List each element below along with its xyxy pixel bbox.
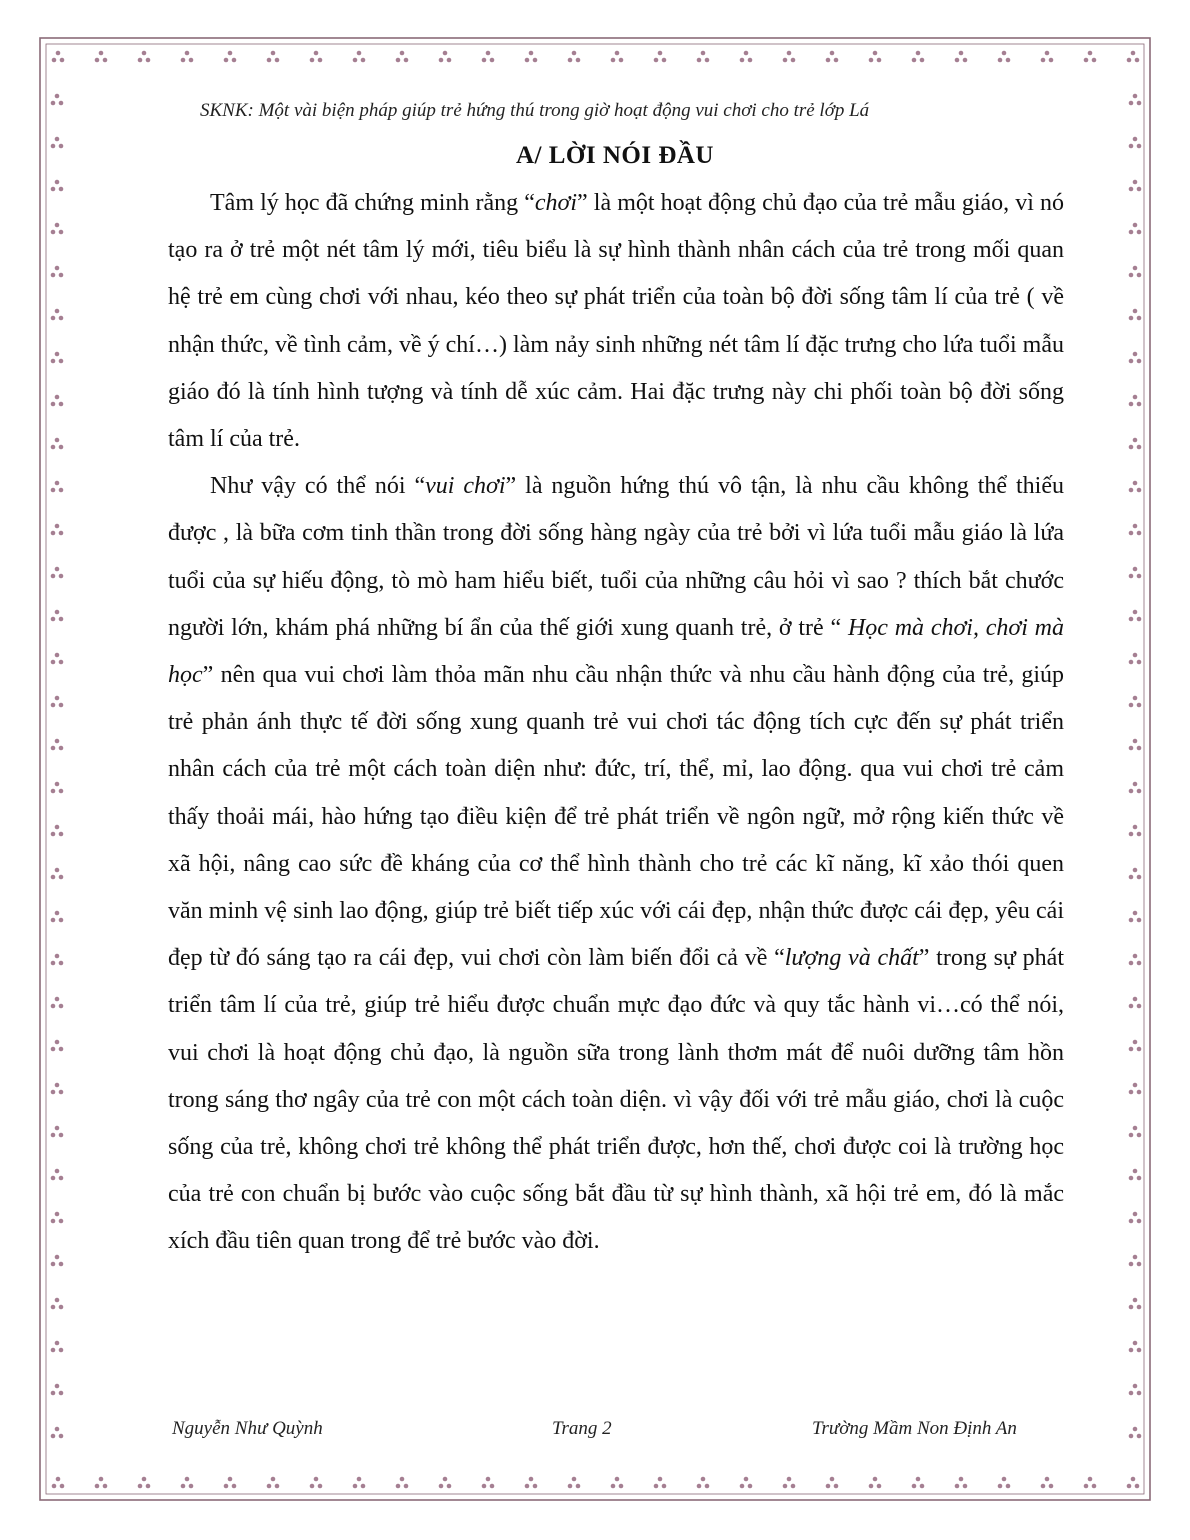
ornament-dot-cluster [95, 1477, 108, 1489]
ornament-dot-cluster [1129, 1126, 1142, 1138]
ornament-dot-cluster [1129, 954, 1142, 966]
ornament-dot-cluster [1129, 223, 1142, 235]
ornament-dot-cluster [654, 1477, 667, 1489]
ornament-dot-cluster [267, 1477, 280, 1489]
ornament-dot-cluster [955, 51, 968, 63]
ornament-dot-cluster [138, 1477, 151, 1489]
ornament-dot-cluster [51, 868, 64, 880]
ornament-dot-cluster [912, 51, 925, 63]
ornament-dot-cluster [1129, 653, 1142, 665]
paragraph-1: Tâm lý học đã chứng minh rằng “chơi” là một hoạt động chủ đạo của trẻ mẫu giáo, vì nó tạo ra ở trẻ một nét tâm lý mới, tiêu biểu là sự hình thành nhân cách của trẻ trong mối quan hệ trẻ em cùng chơi với nhau, kéo theo sự phát triển của toàn bộ đời sống tâm lí của trẻ ( về nhận thức, về tình cảm, về ý chí…) làm nảy sinh những nét tâm lí đặc trưng cho lứa tuổi mẫu giáo đó là tính hình tượng và tính dễ xúc cảm. Hai đặc trưng này chi phối toàn bộ đời sống tâm lí của trẻ. [168, 190, 1065, 453]
ornament-dot-cluster [51, 1212, 64, 1224]
ornament-dot-cluster [51, 223, 64, 235]
ornament-dot-cluster [51, 653, 64, 665]
running-header: SKNK: Một vài biện pháp giúp trẻ hứng thú trong giờ hoạt động vui chơi cho trẻ lớp Lá [200, 100, 870, 121]
ornament-dot-cluster [1129, 395, 1142, 407]
ornament-dot-cluster [998, 1477, 1011, 1489]
ornament-dot-cluster [1129, 481, 1142, 493]
ornament-dot-cluster [51, 1169, 64, 1181]
ornament-dot-cluster [396, 1477, 409, 1489]
footer-page-number: Trang 2 [552, 1418, 612, 1439]
footer-author: Nguyễn Như Quỳnh [172, 1418, 323, 1439]
ornament-dot-cluster [568, 1477, 581, 1489]
ornament-dot-cluster [1129, 1427, 1142, 1439]
ornament-dot-cluster [51, 309, 64, 321]
section-title: A/ LỜI NÓI ĐẦU [516, 142, 714, 169]
ornament-dot-cluster [998, 51, 1011, 63]
ornament-dot-cluster [51, 94, 64, 106]
ornament-dot-cluster [1129, 1169, 1142, 1181]
ornament-dot-cluster [697, 51, 710, 63]
ornament-dot-cluster [51, 1298, 64, 1310]
ornament-dot-cluster [51, 739, 64, 751]
ornament-dot-cluster [1129, 524, 1142, 536]
ornament-dot-cluster [1084, 51, 1097, 63]
ornament-dot-cluster [52, 1477, 65, 1489]
ornament-dot-cluster [396, 51, 409, 63]
ornament-dot-cluster [1129, 739, 1142, 751]
ornament-dot-cluster [51, 911, 64, 923]
ornament-dot-cluster [1129, 1255, 1142, 1267]
ornament-dot-cluster [51, 825, 64, 837]
ornament-dot-cluster [51, 696, 64, 708]
ornament-dot-cluster [353, 1477, 366, 1489]
ornament-dot-cluster [1129, 696, 1142, 708]
ornament-dot-cluster [740, 51, 753, 63]
ornament-dot-cluster [51, 1341, 64, 1353]
ornament-dot-cluster [95, 51, 108, 63]
ornament-dot-cluster [1129, 266, 1142, 278]
ornament-dot-cluster [1084, 1477, 1097, 1489]
ornament-dot-cluster [51, 610, 64, 622]
ornament-dot-cluster [51, 1126, 64, 1138]
ornament-dot-cluster [955, 1477, 968, 1489]
ornament-dot-cluster [869, 51, 882, 63]
ornament-dot-cluster [1129, 911, 1142, 923]
ornament-dot-cluster [611, 1477, 624, 1489]
ornament-dot-cluster [224, 1477, 237, 1489]
ornament-dot-cluster [697, 1477, 710, 1489]
ornament-dot-cluster [51, 1427, 64, 1439]
ornament-dot-cluster [138, 51, 151, 63]
ornament-dot-cluster [1129, 1083, 1142, 1095]
ornament-dot-cluster [267, 51, 280, 63]
ornament-dot-cluster [1041, 51, 1054, 63]
ornament-dot-cluster [869, 1477, 882, 1489]
ornament-dot-cluster [51, 524, 64, 536]
ornament-dot-cluster [1129, 309, 1142, 321]
ornament-dot-cluster [51, 438, 64, 450]
ornament-dot-cluster [1127, 1477, 1140, 1489]
ornament-dot-cluster [1129, 1384, 1142, 1396]
ornament-dot-cluster [525, 51, 538, 63]
ornament-dot-cluster [783, 51, 796, 63]
ornament-dot-cluster [1129, 1341, 1142, 1353]
document-body [168, 180, 1064, 1266]
ornament-dot-cluster [51, 1255, 64, 1267]
ornament-dot-cluster [482, 51, 495, 63]
ornament-dot-cluster [51, 1083, 64, 1095]
paragraph-2: Như vậy có thể nói “vui chơi” là nguồn hứng thú vô tận, là nhu cầu không thể thiếu được , là bữa cơm tinh thần trong đời sống hàng ngày của trẻ bởi vì lứa tuổi mẫu giáo là lứa tuổi của sự hiếu động, tò mò ham hiểu biết, tuổi của những câu hỏi vì sao ? thích bắt chước người lớn, khám phá những bí ẩn của thế giới xung quanh trẻ, ở trẻ “ Học mà chơi, chơi mà học” nên qua vui chơi làm thỏa mãn nhu cầu nhận thức và nhu cầu hành động của trẻ, giúp trẻ phản ánh thực tế đời sống xung quanh trẻ vui chơi tác động tích cực đến sự phát triển nhân cách của trẻ một cách toàn diện như: đức, trí, thể, mỉ, lao động. qua vui chơi trẻ cảm thấy thoải mái, hào hứng tạo điều kiện để trẻ phát triển về ngôn ngữ, mở rộng kiến thức về xã hội, nâng cao sức đề kháng của cơ thể hình thành cho trẻ các kĩ năng, kĩ xảo thói quen văn minh vệ sinh lao động, giúp trẻ biết tiếp xúc với cái đẹp, nhận thức được cái đẹp, yêu cái đẹp từ đó sáng tạo ra cái đẹp, vui chơi còn làm biến đổi cả về “lượng và chất” trong sự phát triển tâm lí của trẻ, giúp trẻ hiểu được chuẩn mực đạo đức và quy tắc hành vi…có thể nói, vui chơi là hoạt động chủ đạo, là nguồn sữa trong lành thơm mát để nuôi dưỡng tâm hồn trong sáng thơ ngây của trẻ con một cách toàn diện. vì vậy đối với trẻ mẫu giáo, chơi là cuộc sống của trẻ, không chơi trẻ không thể phát triển được, hơn thế, chơi được coi là trường học của trẻ con chuẩn bị bước vào cuộc sống bắt đầu từ sự hình thành, xã hội trẻ em, đó là mắc xích đầu tiên quan trong để trẻ bước vào đời. [168, 473, 1064, 1255]
ornament-dot-cluster [1129, 352, 1142, 364]
ornament-dot-cluster [51, 352, 64, 364]
ornament-dot-cluster [568, 51, 581, 63]
ornament-dot-cluster [783, 1477, 796, 1489]
ornament-dot-cluster [51, 180, 64, 192]
ornament-dot-cluster [1129, 1212, 1142, 1224]
ornament-dot-cluster [51, 1040, 64, 1052]
ornament-dot-cluster [353, 51, 366, 63]
ornament-dot-cluster [1129, 1298, 1142, 1310]
ornament-dot-cluster [51, 266, 64, 278]
footer-school: Trường Mầm Non Định An [812, 1418, 1017, 1439]
ornament-dot-cluster [181, 51, 194, 63]
ornament-dot-cluster [1129, 567, 1142, 579]
ornament-dot-cluster [740, 1477, 753, 1489]
ornament-dot-cluster [52, 51, 65, 63]
ornament-dot-cluster [51, 782, 64, 794]
ornament-dot-cluster [1129, 438, 1142, 450]
ornament-dot-cluster [654, 51, 667, 63]
ornament-dot-cluster [310, 1477, 323, 1489]
ornament-dot-cluster [1129, 782, 1142, 794]
ornament-dot-cluster [51, 395, 64, 407]
ornament-dot-cluster [51, 954, 64, 966]
ornament-dot-cluster [1127, 51, 1140, 63]
ornament-dot-cluster [482, 1477, 495, 1489]
ornament-dot-cluster [1041, 1477, 1054, 1489]
ornament-dot-cluster [439, 51, 452, 63]
ornament-dot-cluster [310, 51, 323, 63]
ornament-dot-cluster [51, 1384, 64, 1396]
ornament-dot-cluster [525, 1477, 538, 1489]
ornament-dot-cluster [826, 51, 839, 63]
ornament-dot-cluster [439, 1477, 452, 1489]
ornament-dot-cluster [1129, 180, 1142, 192]
ornament-dot-cluster [181, 1477, 194, 1489]
ornament-dot-cluster [51, 481, 64, 493]
ornament-dot-cluster [1129, 94, 1142, 106]
ornament-dot-cluster [912, 1477, 925, 1489]
ornament-dot-cluster [51, 997, 64, 1009]
ornament-dot-cluster [1129, 997, 1142, 1009]
ornament-dot-cluster [224, 51, 237, 63]
ornament-dot-cluster [611, 51, 624, 63]
ornament-dot-cluster [1129, 1040, 1142, 1052]
ornament-dot-cluster [1129, 825, 1142, 837]
ornament-dot-cluster [1129, 868, 1142, 880]
ornament-dot-cluster [51, 567, 64, 579]
ornament-dot-cluster [1129, 610, 1142, 622]
ornament-dot-cluster [826, 1477, 839, 1489]
